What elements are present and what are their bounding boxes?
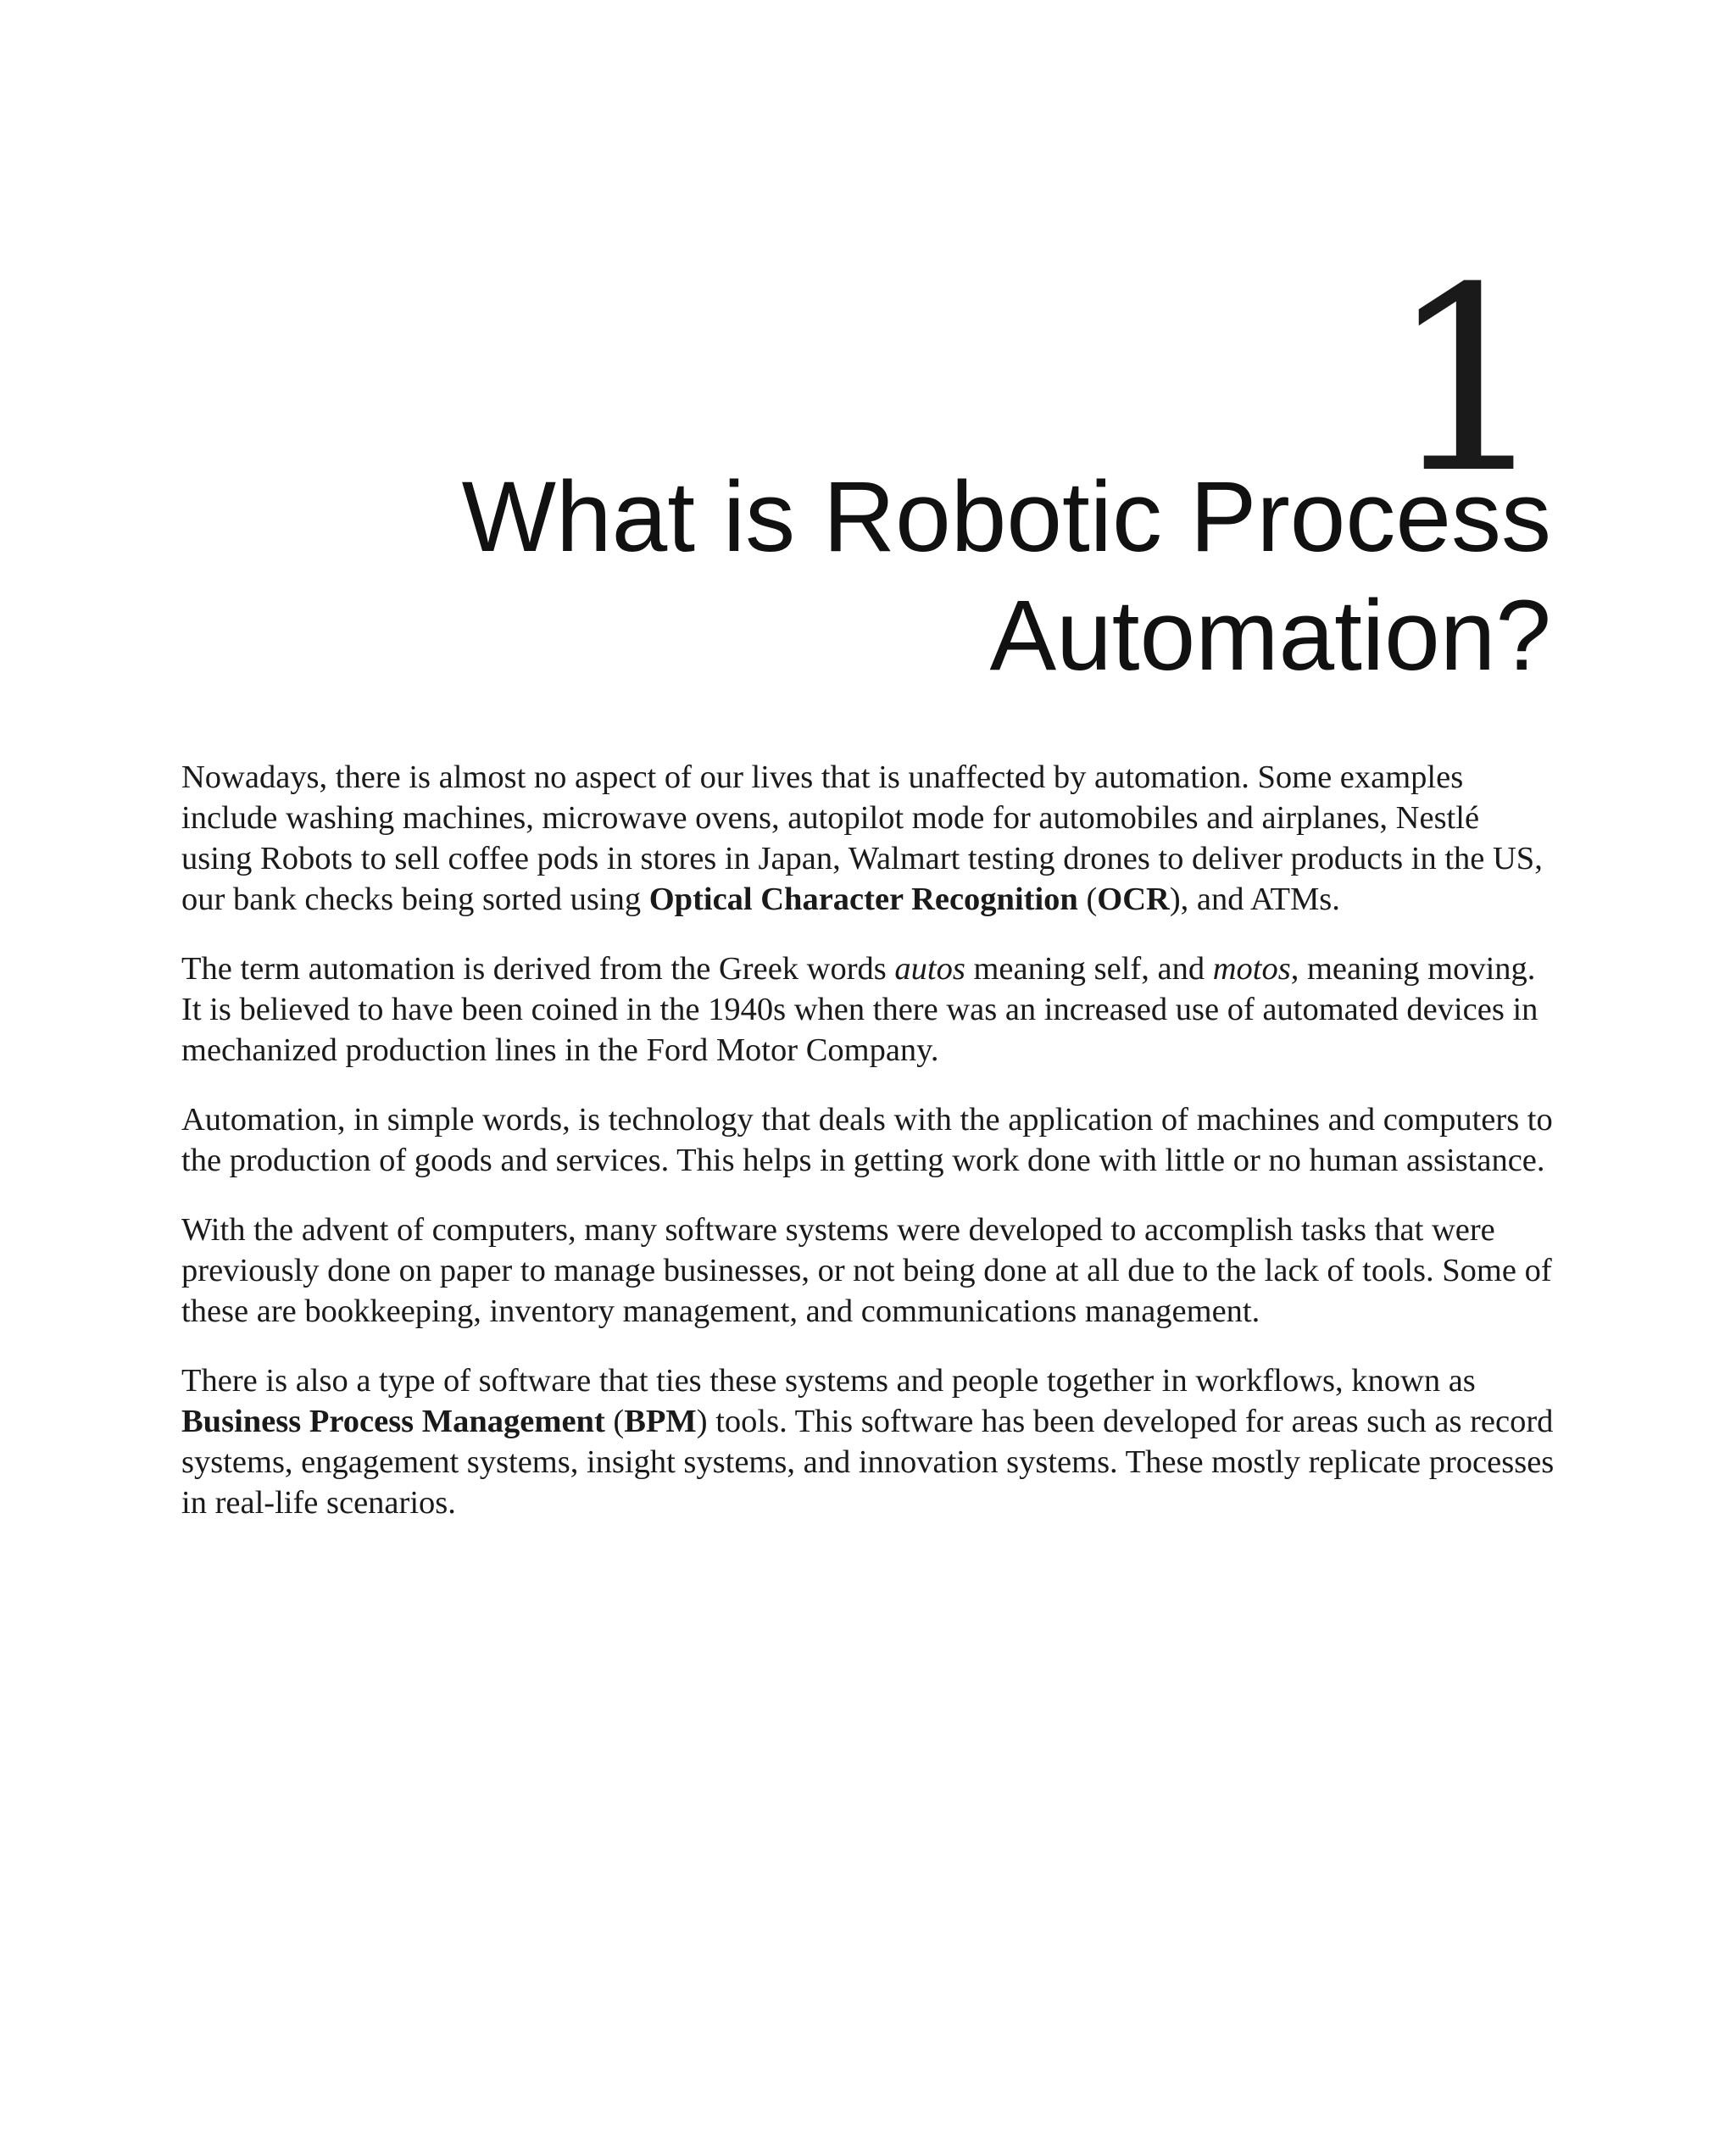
paragraph-2 <box>181 948 1555 1071</box>
chapter-title <box>195 458 1551 695</box>
paragraph-5-text-a: There is also a type of software that ties these systems and people together in workflows, known as <box>181 1363 1476 1399</box>
motos-italic: motos <box>1212 951 1291 987</box>
paragraph-3: Automation, in simple words, is technology that deals with the application of machines and computers to the production of goods and services. This helps in getting work done with little or no human assistance. <box>181 1102 1553 1178</box>
ocr-acronym-bold: OCR <box>1097 882 1170 917</box>
paragraph-5 <box>181 1360 1555 1523</box>
paragraph-1-text-a: Nowadays, there is almost no aspect of our lives that is unaffected by automation. Some examples include washing machines, microwave ovens, autopilot mode for automobiles and airplanes, Nestlé using Robots to sell coffee pods in stores in Japan, Walmart testing drones to deliver products in the US, our bank checks being sorted using <box>181 759 1543 917</box>
paragraph-5-text-b: ( <box>604 1404 625 1439</box>
paragraph-5-text-c: ) tools. This software has been developed for areas such as record systems, engagement systems, insight systems, and innovation systems. These mostly replicate processes in real-life scenarios. <box>181 1404 1555 1521</box>
paragraph-2-text-b: meaning self, and <box>965 951 1213 987</box>
paragraph-4: With the advent of computers, many software systems were developed to accomplish tasks that were previously done on paper to manage businesses, or not being done at all due to the lack of tools. Some of these are bookkeeping, inventory management, and communications management. <box>181 1212 1552 1329</box>
paragraph-1-text-c: ), and ATMs. <box>1169 882 1340 917</box>
body-text <box>181 757 1555 1552</box>
paragraph-1 <box>181 757 1555 920</box>
paragraph-2-text-a: The term automation is derived from the Greek words <box>181 951 895 987</box>
chapter-title-line-1: What is Robotic Process <box>461 461 1551 573</box>
chapter-title-line-2: Automation? <box>989 580 1551 692</box>
paragraph-1-text-b: ( <box>1077 882 1098 917</box>
bpm-acronym-bold: BPM <box>624 1404 697 1439</box>
bpm-term-bold: Business Process Management <box>181 1404 605 1439</box>
paragraph-2-text-c: , meaning moving. It is believed to have been coined in the 1940s when there was an increased use of automated devices in mechanized production lines in the Ford Motor Company. <box>181 951 1538 1068</box>
ocr-term-bold: Optical Character Recognition <box>648 882 1078 917</box>
autos-italic: autos <box>894 951 965 987</box>
chapter-number: 1 <box>1388 233 1550 529</box>
